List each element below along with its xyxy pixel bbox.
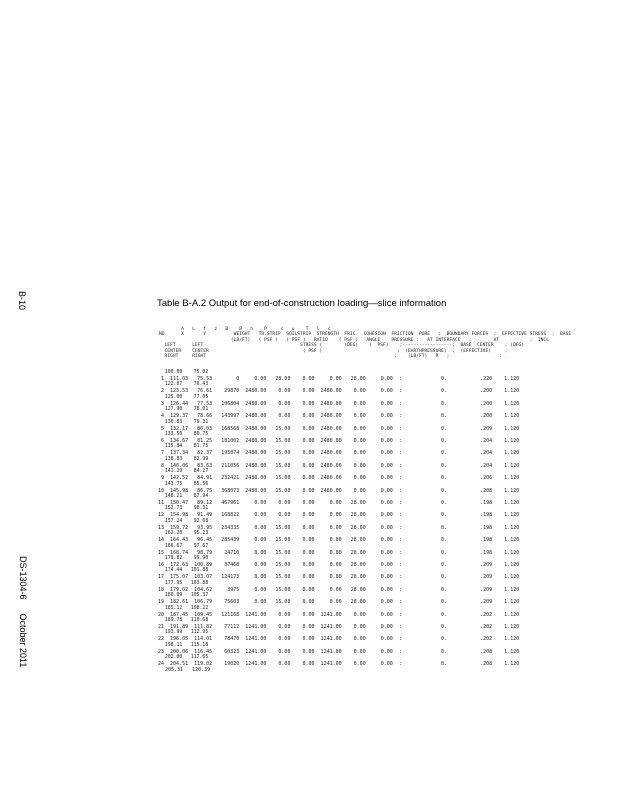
slice-left-coordinate: 189.78 110.68 [162, 618, 209, 623]
slice-left-coordinate: 138.83 82.99 [162, 456, 209, 462]
header-line: CENTER CENTER ( PSF ) ; (EARTHPRESSURE) ; (EFFECTIVE) ; [159, 348, 508, 354]
table-row: 22 196.05 114.01 78470 1241.00 0.00 0.00 1241.00 0.00 0.00 : 0. .202 1.120 [158, 636, 520, 643]
slice-left-coordinate: 180.09 105.37 [162, 593, 209, 599]
slice-left-coordinate: 100.00 75.02 [162, 370, 209, 375]
slice-left-coordinate: 133.50 80.75 [162, 432, 209, 437]
table-row: 2 123.53 76.61 29870 2480.00 0.00 0.00 2480.00 0.00 0.00 : 0. .200 1.120 [158, 388, 520, 395]
slice-left-coordinate: 170.82 99.90 [162, 556, 209, 561]
table-row: 6 134.67 81.25 181002 2480.00 15.00 0.00 2480.00 0.00 0.00 : 0. .204 1.120 [158, 438, 520, 444]
table-title: Table B-A.2 Output for end-of-construction loading—slice information [157, 298, 447, 309]
slice-left-coordinate: 198.11 115.18 [162, 642, 209, 648]
slice-left-coordinate: 185.12 108.22 [162, 605, 209, 611]
table-row: 3 126.44 77.53 106804 2480.00 0.00 0.00 2480.00 0.00 0.00 : 0. .200 1.120 [158, 400, 520, 407]
document-date: October 2011 [18, 613, 28, 668]
table-row: 1 111.03 75.53 0 0.00 28.00 0.00 0.00 28.00 0.00 : 0. .220 1.120 [158, 376, 520, 382]
table-row: 10 145.98 86.75 368073 2480.00 15.00 0.00 2480.00 0.00 0.00 : 0. .208 1.120 [158, 487, 520, 494]
table-row: 11 150.47 89.12 467961 0.00 0.00 0.00 0.00 28.00 0.00 : 0. .198 1.120 [158, 500, 520, 506]
table-row: 14 164.43 96.45 285439 0.00 15.00 0.00 0.00 28.00 0.00 : 0. .198 1.120 [158, 537, 520, 544]
slice-left-coordinate: 122.07 76.43 [162, 382, 209, 388]
slice-left-coordinate: 127.90 78.01 [162, 407, 209, 413]
document-footer [18, 556, 28, 681]
table-row: 24 204.51 119.02 19020 1241.00 0.00 0.00 1241.00 0.00 0.00 : 0. .208 1.120 [158, 661, 520, 668]
table-row: 19 182.61 106.79 75603 0.00 15.00 0.00 0.00 28.00 0.00 : 0. .209 1.120 [158, 599, 520, 606]
header-line: A L f z B B h P c u T l c [159, 327, 331, 332]
slice-left-coordinate: 202.00 117.65 [162, 655, 209, 661]
table-row: 7 137.34 82.37 195874 2480.00 15.00 0.00 2480.00 0.00 0.00 : 0. .204 1.120 [158, 450, 520, 457]
slice-left-coordinate: 143.75 85.56 [162, 481, 209, 487]
table-row: 15 168.74 98.79 24710 0.00 15.00 0.00 0.00 28.00 0.00 : 0. .198 1.120 [158, 549, 520, 556]
slice-left-coordinate: 135.84 81.75 [162, 444, 209, 450]
table-last-left-coordinate: 205.31 120.39 [162, 667, 211, 673]
slice-left-coordinate: 177.95 103.88 [162, 580, 209, 586]
slice-left-coordinate: 130.83 79.31 [162, 419, 209, 425]
header-line: LEFT LEFT STRESS ( (DEG) ( PSF) ;------------------; BASE CENTER ; (DEG) [159, 343, 525, 349]
table-row: 9 142.52 84.91 232421 2480.00 15.00 0.00 2480.00 0.00 0.00 : 0. .206 1.120 [158, 475, 520, 482]
table-row: 20 187.45 109.45 121168 1241.00 0.00 0.00 1241.00 0.00 0.00 : 0. .202 1.120 [158, 611, 520, 618]
slice-left-coordinate: 166.67 97.67 [162, 543, 209, 549]
document-number: DS-1304-6 [18, 556, 28, 600]
table-row: 12 154.98 91.49 168822 0.00 0.00 0.00 0.00 28.00 0.00 : 0. .198 1.120 [158, 512, 520, 519]
slice-left-coordinate: 162.20 95.23 [162, 531, 209, 537]
header-line: NO. X Y WEIGHT TR.STRIP SOILSTRIP STRENGTH FRIC. COHESION FRICTION PORE ; BOUNDARY FORCES ; EFFECTIVE STRESS ; BASE [159, 332, 572, 338]
slice-left-coordinate: 152.73 90.31 [162, 506, 209, 512]
slice-left-coordinate: 125.00 77.05 [162, 394, 209, 400]
table-row: 21 191.89 111.82 77112 1241.00 0.00 0.00 1241.00 0.00 0.00 : 0. .202 1.120 [158, 624, 520, 630]
slice-left-coordinate: 157.24 92.68 [162, 518, 209, 524]
header-line: (LB/FT) ( PSF ) ( PSF ) RATIO ( PSF ) ANGLE PRESSURE ; AT INTERFACE ; AT ; INCL [159, 337, 549, 343]
table-row: 8 140.06 83.63 211056 2480.00 15.00 0.00 2480.00 0.00 0.00 : 0. .204 1.120 [158, 462, 520, 469]
slice-left-coordinate: 148.21 87.94 [162, 494, 209, 499]
slice-left-coordinate: 141.29 84.27 [162, 469, 209, 475]
table-row: 17 175.07 103.07 124173 0.00 15.00 0.00 0.00 28.00 0.00 : 0. .209 1.120 [158, 574, 520, 581]
table-row: 13 159.72 93.95 234335 0.00 15.00 0.00 0.00 28.00 0.00 : 0. .198 1.120 [158, 524, 520, 531]
header-line: RIGHT RIGHT ; (LB/FT) R ; ; [159, 354, 502, 359]
table-row: 4 129.37 78.66 143997 2480.00 0.00 0.00 2480.00 0.00 0.00 : 0. .200 1.120 [158, 413, 520, 420]
table-row: 5 132.17 80.03 168568 2480.00 15.00 0.00 2480.00 0.00 0.00 : 0. .209 1.120 [158, 425, 520, 432]
table-row: 23 200.06 116.45 60323 1241.00 0.00 0.00 1241.00 0.00 0.00 : 0. .208 1.120 [158, 648, 520, 655]
slice-left-coordinate: 174.44 101.88 [162, 568, 209, 574]
page-number: B-10 [17, 291, 27, 311]
table-row: 18 179.02 104.62 3975 0.00 15.00 0.00 0.00 28.00 0.00 : 0. .209 1.120 [158, 586, 520, 593]
slice-left-coordinate: 193.99 112.95 [162, 630, 209, 636]
table-row: 16 172.63 100.89 37468 0.00 15.00 0.00 0.00 28.00 0.00 : 0. .209 1.120 [158, 562, 520, 568]
